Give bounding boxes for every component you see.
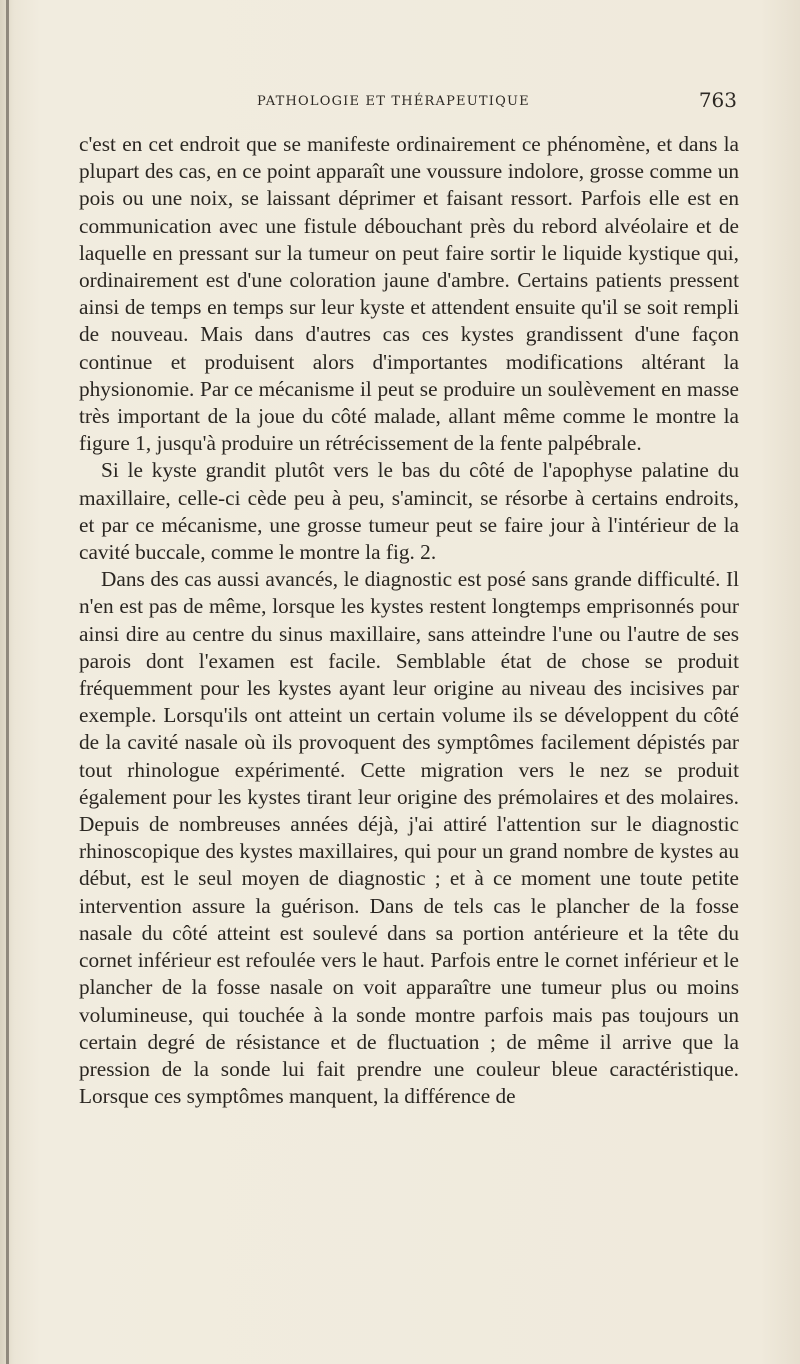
page-number: 763 [698, 88, 737, 112]
running-head: PATHOLOGIE ET THÉRAPEUTIQUE [257, 94, 530, 109]
binding-edge [6, 0, 9, 1364]
page-header [257, 88, 737, 118]
paragraph-2: Si le kyste grandit plutôt vers le bas du côté de l'apophyse palatine du maxillaire, celle-ci cède peu à peu, s'amincit, se résorbe à certains endroits, et par ce mécanisme, une grosse tumeur peut se faire jour à l'intérieur de la cavité buccale, comme le montre la fig. 2. [79, 458, 739, 565]
paragraph-3: Dans des cas aussi avancés, le diagnostic est posé sans grande difficulté. Il n'en est pas de même, lorsque les kystes restent longtemps emprisonnés pour ainsi dire au centre du sinus maxillaire, sans atteindre l'une ou l'autre de ses parois dont l'examen est facile. Semblable état de chose se produit fréquemment pour les kystes ayant leur origine au niveau des incisives par exemple. Lorsqu'ils ont atteint un certain volume ils se développent du côté de la cavité nasale où ils provoquent des symptômes facilement dépistés par tout rhinologue expérimenté. Cette migration vers le nez se produit également pour les kystes tirant leur origine des prémolaires et des molaires. Depuis de nombreuses années déjà, j'ai attiré l'attention sur le diagnostic rhinoscopique des kystes maxillaires, qui pour un grand nombre de kystes au début, est le seul moyen de diagnostic ; et à ce moment une toute petite intervention assure la guérison. Dans de tels cas le plancher de la fosse nasale du côté atteint est soulevé dans sa portion antérieure et la tête du cornet inférieur est refoulée vers le haut. Parfois entre le cornet inférieur et le plancher de la fosse nasale on voit apparaître une tumeur plus ou moins volumineuse, qui touchée à la sonde montre parfois mais pas toujours un certain degré de résistance et de fluctuation ; de même il arrive que la pression de la sonde lui fait prendre une couleur bleue caractéristique. Lorsque ces symptômes manquent, la différence de [79, 567, 739, 1109]
body-text [79, 131, 739, 1110]
paragraph-1: c'est en cet endroit que se manifeste ordinairement ce phénomène, et dans la plupart des cas, en ce point apparaît une voussure indolore, grosse comme un pois ou une noix, se laissant déprimer et faisant ressort. Parfois elle est en communication avec une fistule débouchant près du rebord alvéolaire et de laquelle en pressant sur la tumeur on peut faire sortir le liquide kystique qui, ordinairement est d'une coloration jaune d'ambre. Certains patients pressent ainsi de temps en temps sur leur kyste et attendent ensuite qu'il se soit rempli de nouveau. Mais dans d'autres cas ces kystes grandissent d'une façon continue et produisent alors d'importantes modifications altérant la physionomie. Par ce mécanisme il peut se produire un soulèvement en masse très important de la joue du côté malade, allant même comme le montre la figure 1, jusqu'à produire un rétrécissement de la fente palpébrale. [79, 132, 739, 456]
